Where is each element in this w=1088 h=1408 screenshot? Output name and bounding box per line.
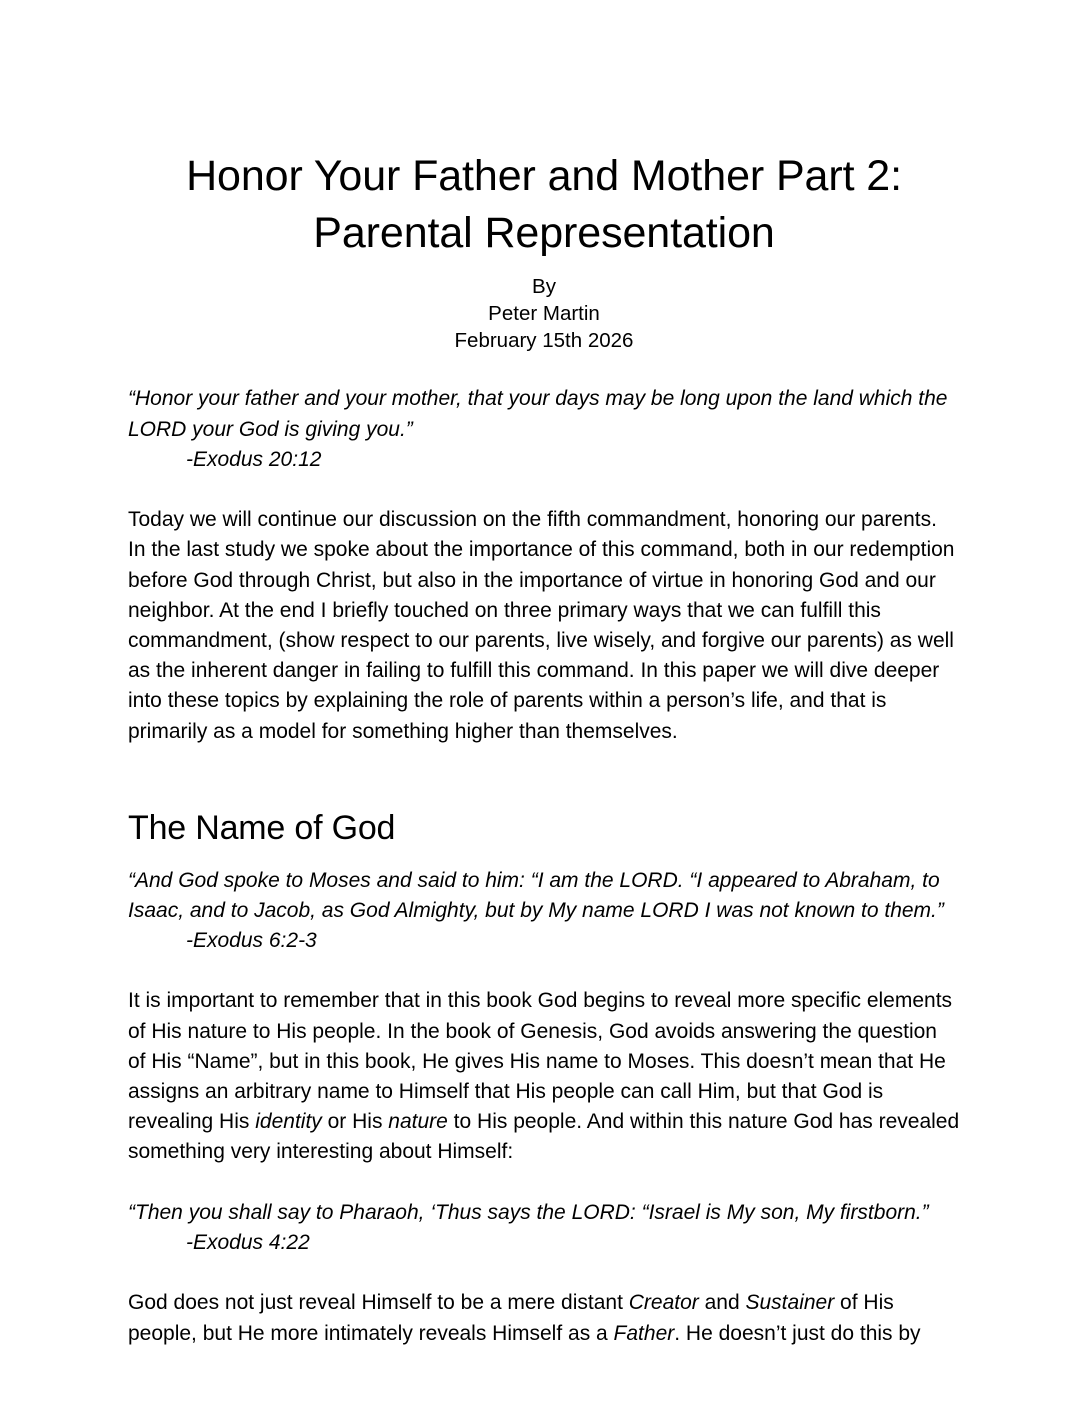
quote-exodus-6-2-3-attribution: -Exodus 6:2-3 — [186, 928, 317, 952]
spacer — [128, 1258, 960, 1288]
page-title-line-2: Parental Representation — [313, 208, 775, 257]
byline-author: Peter Martin — [488, 301, 600, 325]
body-text: of His people, but He more intimately reveals Himself as a — [128, 1291, 894, 1345]
document-content — [128, 0, 960, 1379]
epigraph-exodus-20-12-attribution: -Exodus 20:12 — [186, 447, 322, 471]
byline-block — [128, 273, 960, 355]
paragraph-father-revelation — [128, 1288, 960, 1348]
spacer — [128, 475, 960, 505]
page-title — [128, 0, 960, 262]
spacer — [128, 850, 960, 866]
document-body — [128, 384, 960, 1379]
spacer — [128, 777, 960, 807]
body-text: God does not just reveal Himself to be a mere distant — [128, 1291, 629, 1315]
spacer — [128, 354, 960, 384]
emphasis-text: nature — [388, 1110, 448, 1134]
emphasis-text: Sustainer — [745, 1291, 835, 1315]
body-text: to His people. And within this nature God has revealed something very interesting about Himself: — [128, 1110, 960, 1164]
spacer — [128, 1349, 960, 1379]
spacer — [128, 747, 960, 777]
byline-by-label: By — [532, 274, 556, 298]
section-heading-the-name-of-god: The Name of God — [128, 809, 396, 848]
body-text: . He doesn’t just do this by — [674, 1321, 921, 1345]
emphasis-text: identity — [255, 1110, 322, 1134]
spacer — [128, 1168, 960, 1198]
byline-date: February 15th 2026 — [454, 329, 634, 352]
emphasis-text: Creator — [628, 1291, 699, 1315]
quote-exodus-4-22: “Then you shall say to Pharaoh, ‘Thus says the LORD: “Israel is My son, My firstborn.” — [128, 1200, 929, 1224]
quote-exodus-4-22-attribution: -Exodus 4:22 — [186, 1230, 310, 1254]
quote-exodus-6-2-3: “And God spoke to Moses and said to him: “I am the LORD. “I appeared to Abraham, to Isaac, and to Jacob, as God Almighty, but by My name LORD I was not known to them.” — [128, 868, 944, 922]
intro-paragraph: Today we will continue our discussion on the fifth commandment, honoring our parents. In the last study we spoke about the importance of this command, both in our redemption before God through Christ, but also in the importance of virtue in honoring God and our neighbor. At the end I briefly touched on three primary ways that we can fulfill this commandment, (show respect to our parents, live wisely, and forgive our parents) as well as the inherent danger in failing to fulfill this command. In this paper we will dive deeper into these topics by explaining the role of parents within a person’s life, and that is primarily as a model for something higher than themselves. — [128, 508, 955, 743]
epigraph-exodus-20-12: “Honor your father and your mother, that your days may be long upon the land which the LORD your God is giving you.” — [128, 387, 948, 441]
body-text: It is important to remember that in this book God begins to reveal more specific elements of His nature to His people. In the book of Genesis, God avoids answering the question of His “Name”, but in this book, He gives His name to Moses. This doesn’t mean that He assigns an arbitrary name to Himself that His people can call Him, but that God is revealing His — [128, 989, 953, 1134]
spacer — [128, 956, 960, 986]
page-title-line-1: Honor Your Father and Mother Part 2: — [186, 152, 902, 200]
body-text: and — [698, 1291, 746, 1315]
emphasis-text: Father — [613, 1321, 675, 1345]
paragraph-revealing-identity — [128, 986, 960, 1167]
body-text: or His — [321, 1110, 389, 1134]
